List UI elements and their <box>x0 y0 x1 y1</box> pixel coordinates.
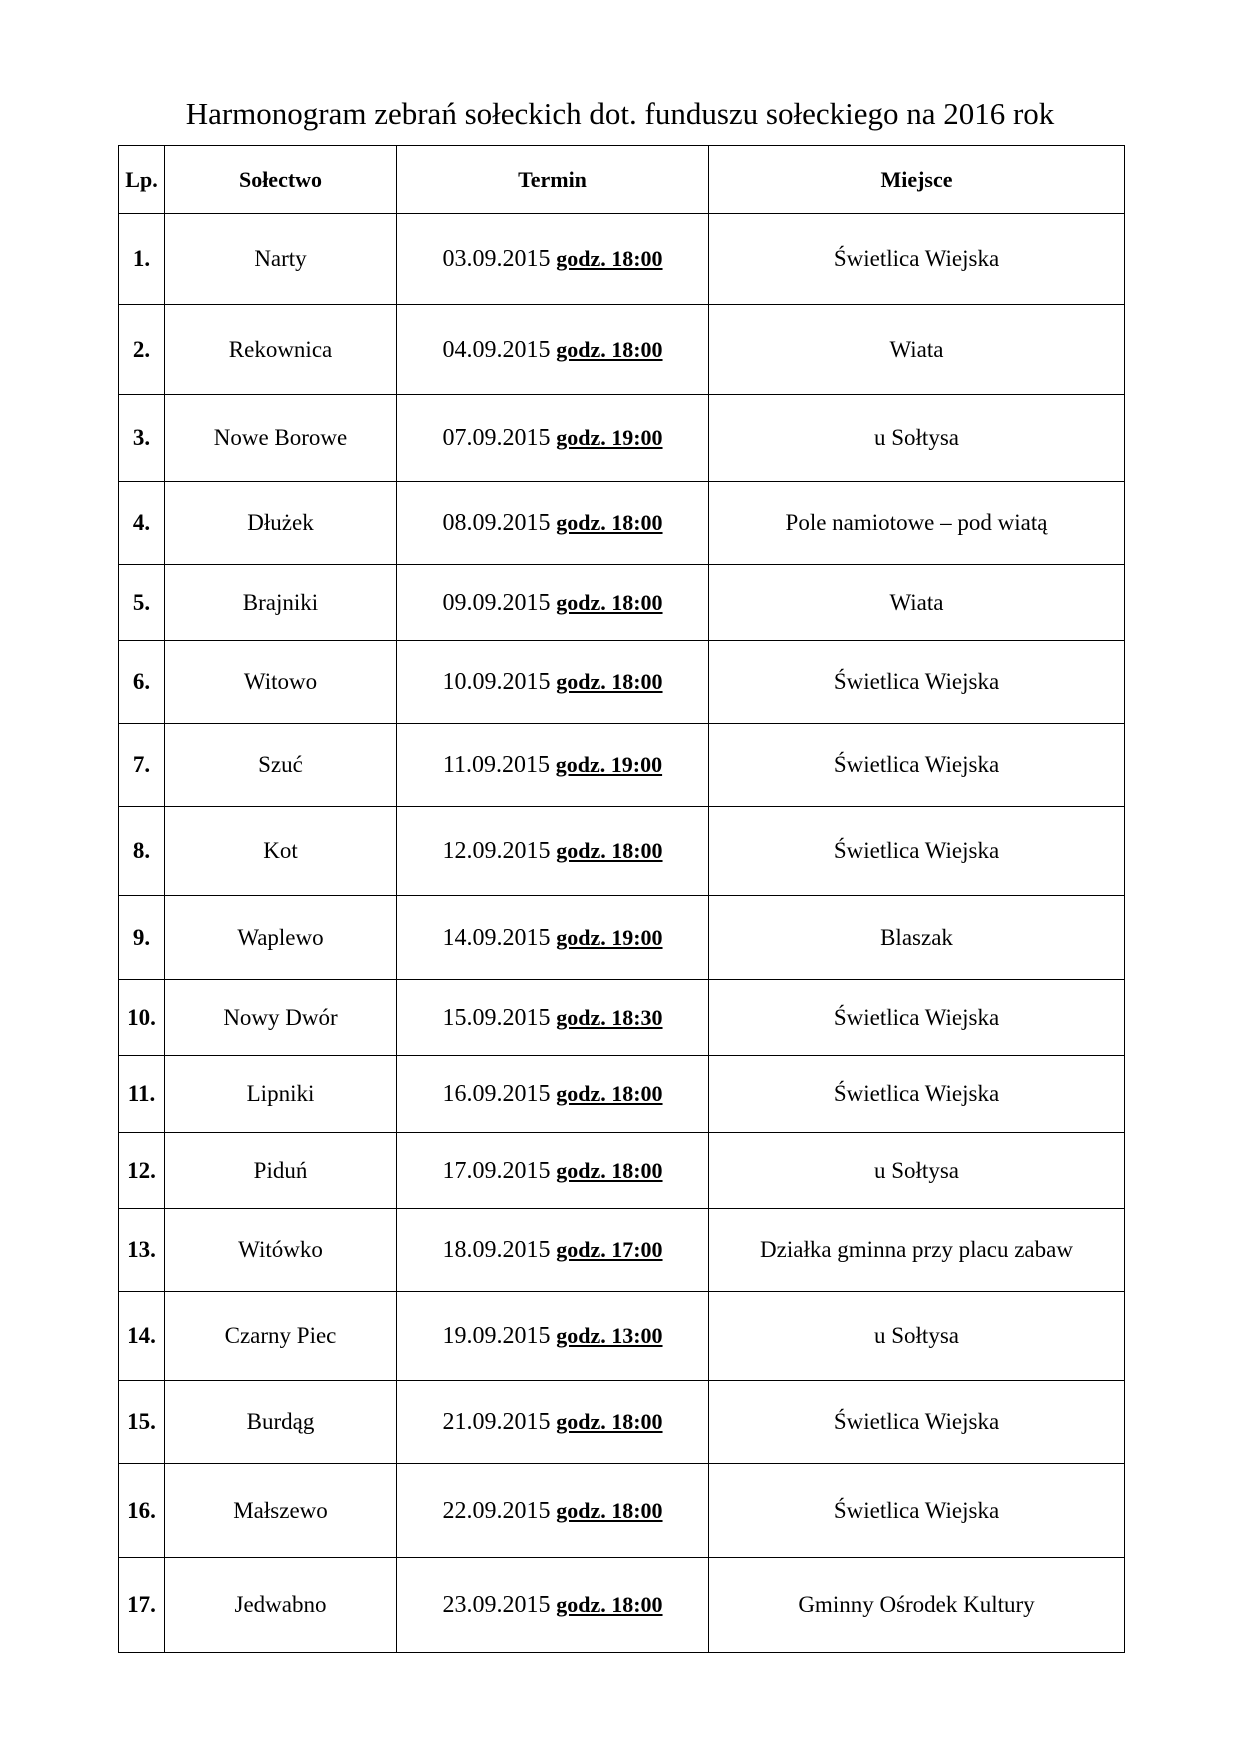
termin-cell <box>397 1209 709 1292</box>
solectwo-cell: Jedwabno <box>165 1558 397 1653</box>
solectwo-cell: Nowy Dwór <box>165 980 397 1056</box>
time-text: godz. 18:00 <box>556 510 663 535</box>
row-number: 1. <box>119 214 165 305</box>
miejsce-cell: Świetlica Wiejska <box>709 980 1125 1056</box>
date-text: 07.09.2015 <box>442 425 551 451</box>
column-header-termin: Termin <box>397 146 709 214</box>
termin-cell <box>397 1558 709 1653</box>
time-text: godz. 17:00 <box>556 1237 663 1262</box>
time-text: godz. 18:00 <box>556 838 663 863</box>
termin-cell <box>397 724 709 807</box>
miejsce-cell: Świetlica Wiejska <box>709 1056 1125 1133</box>
termin-cell <box>397 1381 709 1464</box>
miejsce-cell: u Sołtysa <box>709 395 1125 482</box>
row-number: 14. <box>119 1292 165 1381</box>
table-row <box>119 1133 1125 1209</box>
solectwo-cell: Piduń <box>165 1133 397 1209</box>
date-text: 19.09.2015 <box>442 1323 551 1349</box>
miejsce-cell: u Sołtysa <box>709 1133 1125 1209</box>
row-number: 11. <box>119 1056 165 1133</box>
table-row <box>119 214 1125 305</box>
column-header-lp: Lp. <box>119 146 165 214</box>
time-text: godz. 18:00 <box>556 336 663 362</box>
time-text: godz. 19:00 <box>556 924 663 950</box>
date-text: 10.09.2015 <box>442 669 551 695</box>
solectwo-cell: Waplewo <box>165 896 397 980</box>
termin-cell <box>397 896 709 980</box>
time-text: godz. 18:30 <box>556 1004 663 1030</box>
row-number: 3. <box>119 395 165 482</box>
miejsce-cell: Blaszak <box>709 896 1125 980</box>
time-text: godz. 18:00 <box>556 1592 663 1617</box>
row-number: 7. <box>119 724 165 807</box>
column-header-miejsce: Miejsce <box>709 146 1125 214</box>
page-title: Harmonogram zebrań sołeckich dot. funduszu sołeckiego na 2016 rok <box>185 96 1055 131</box>
table-row <box>119 482 1125 565</box>
termin-cell <box>397 395 709 482</box>
row-number: 6. <box>119 641 165 724</box>
termin-cell <box>397 305 709 395</box>
table-row <box>119 1464 1125 1558</box>
row-number: 17. <box>119 1558 165 1653</box>
miejsce-cell: Wiata <box>709 305 1125 395</box>
termin-cell <box>397 565 709 641</box>
termin-cell <box>397 807 709 896</box>
schedule-table <box>118 145 1125 1653</box>
time-text: godz. 18:00 <box>556 589 663 615</box>
date-text: 16.09.2015 <box>442 1081 551 1107</box>
table-row <box>119 1558 1125 1653</box>
miejsce-cell: Świetlica Wiejska <box>709 641 1125 724</box>
termin-cell <box>397 1464 709 1558</box>
row-number: 8. <box>119 807 165 896</box>
row-number: 13. <box>119 1209 165 1292</box>
solectwo-cell: Nowe Borowe <box>165 395 397 482</box>
date-text: 17.09.2015 <box>442 1157 551 1184</box>
date-text: 11.09.2015 <box>442 752 551 778</box>
table-row <box>119 305 1125 395</box>
solectwo-cell: Witowo <box>165 641 397 724</box>
time-text: godz. 18:00 <box>556 1081 663 1106</box>
miejsce-cell: Pole namiotowe – pod wiatą <box>709 482 1125 565</box>
termin-cell <box>397 1292 709 1381</box>
time-text: godz. 18:00 <box>556 1409 663 1434</box>
row-number: 2. <box>119 305 165 395</box>
time-text: godz. 13:00 <box>556 1323 663 1348</box>
solectwo-cell: Kot <box>165 807 397 896</box>
solectwo-cell: Rekownica <box>165 305 397 395</box>
solectwo-cell: Czarny Piec <box>165 1292 397 1381</box>
table-row <box>119 896 1125 980</box>
miejsce-cell: Gminny Ośrodek Kultury <box>709 1558 1125 1653</box>
solectwo-cell: Burdąg <box>165 1381 397 1464</box>
header-row <box>119 146 1125 214</box>
table-row <box>119 565 1125 641</box>
solectwo-cell: Dłużek <box>165 482 397 565</box>
miejsce-cell: Wiata <box>709 565 1125 641</box>
table-row <box>119 1292 1125 1381</box>
solectwo-cell: Lipniki <box>165 1056 397 1133</box>
termin-cell <box>397 641 709 724</box>
termin-cell <box>397 980 709 1056</box>
row-number: 10. <box>119 980 165 1056</box>
row-number: 16. <box>119 1464 165 1558</box>
row-number: 5. <box>119 565 165 641</box>
table-row <box>119 641 1125 724</box>
table-row <box>119 980 1125 1056</box>
row-number: 12. <box>119 1133 165 1209</box>
date-text: 08.09.2015 <box>442 510 551 536</box>
date-text: 03.09.2015 <box>442 246 551 272</box>
table-row <box>119 1209 1125 1292</box>
row-number: 4. <box>119 482 165 565</box>
date-text: 23.09.2015 <box>442 1592 551 1618</box>
solectwo-cell: Szuć <box>165 724 397 807</box>
miejsce-cell: Świetlica Wiejska <box>709 1464 1125 1558</box>
miejsce-cell: Świetlica Wiejska <box>709 214 1125 305</box>
solectwo-cell: Brajniki <box>165 565 397 641</box>
time-text: godz. 19:00 <box>556 425 663 450</box>
row-number: 9. <box>119 896 165 980</box>
solectwo-cell: Małszewo <box>165 1464 397 1558</box>
miejsce-cell: Działka gminna przy placu zabaw <box>709 1209 1125 1292</box>
table-row <box>119 1056 1125 1133</box>
time-text: godz. 18:00 <box>556 246 663 271</box>
miejsce-cell: Świetlica Wiejska <box>709 807 1125 896</box>
row-number: 15. <box>119 1381 165 1464</box>
date-text: 18.09.2015 <box>442 1237 551 1263</box>
termin-cell <box>397 482 709 565</box>
table-row <box>119 724 1125 807</box>
date-text: 21.09.2015 <box>442 1409 551 1435</box>
miejsce-cell: u Sołtysa <box>709 1292 1125 1381</box>
column-header-solectwo: Sołectwo <box>165 146 397 214</box>
miejsce-cell: Świetlica Wiejska <box>709 724 1125 807</box>
time-text: godz. 18:00 <box>556 1157 663 1183</box>
solectwo-cell: Narty <box>165 214 397 305</box>
date-text: 15.09.2015 <box>442 1004 551 1031</box>
table-row <box>119 1381 1125 1464</box>
date-text: 04.09.2015 <box>442 336 551 363</box>
termin-cell <box>397 214 709 305</box>
solectwo-cell: Witówko <box>165 1209 397 1292</box>
time-text: godz. 18:00 <box>556 1497 663 1523</box>
table-row <box>119 807 1125 896</box>
time-text: godz. 18:00 <box>556 669 663 694</box>
miejsce-cell: Świetlica Wiejska <box>709 1381 1125 1464</box>
date-text: 22.09.2015 <box>442 1497 551 1524</box>
date-text: 12.09.2015 <box>442 838 551 864</box>
termin-cell <box>397 1133 709 1209</box>
date-text: 09.09.2015 <box>442 589 551 616</box>
termin-cell <box>397 1056 709 1133</box>
time-text: godz. 19:00 <box>555 752 663 777</box>
table-row <box>119 395 1125 482</box>
date-text: 14.09.2015 <box>442 924 551 951</box>
